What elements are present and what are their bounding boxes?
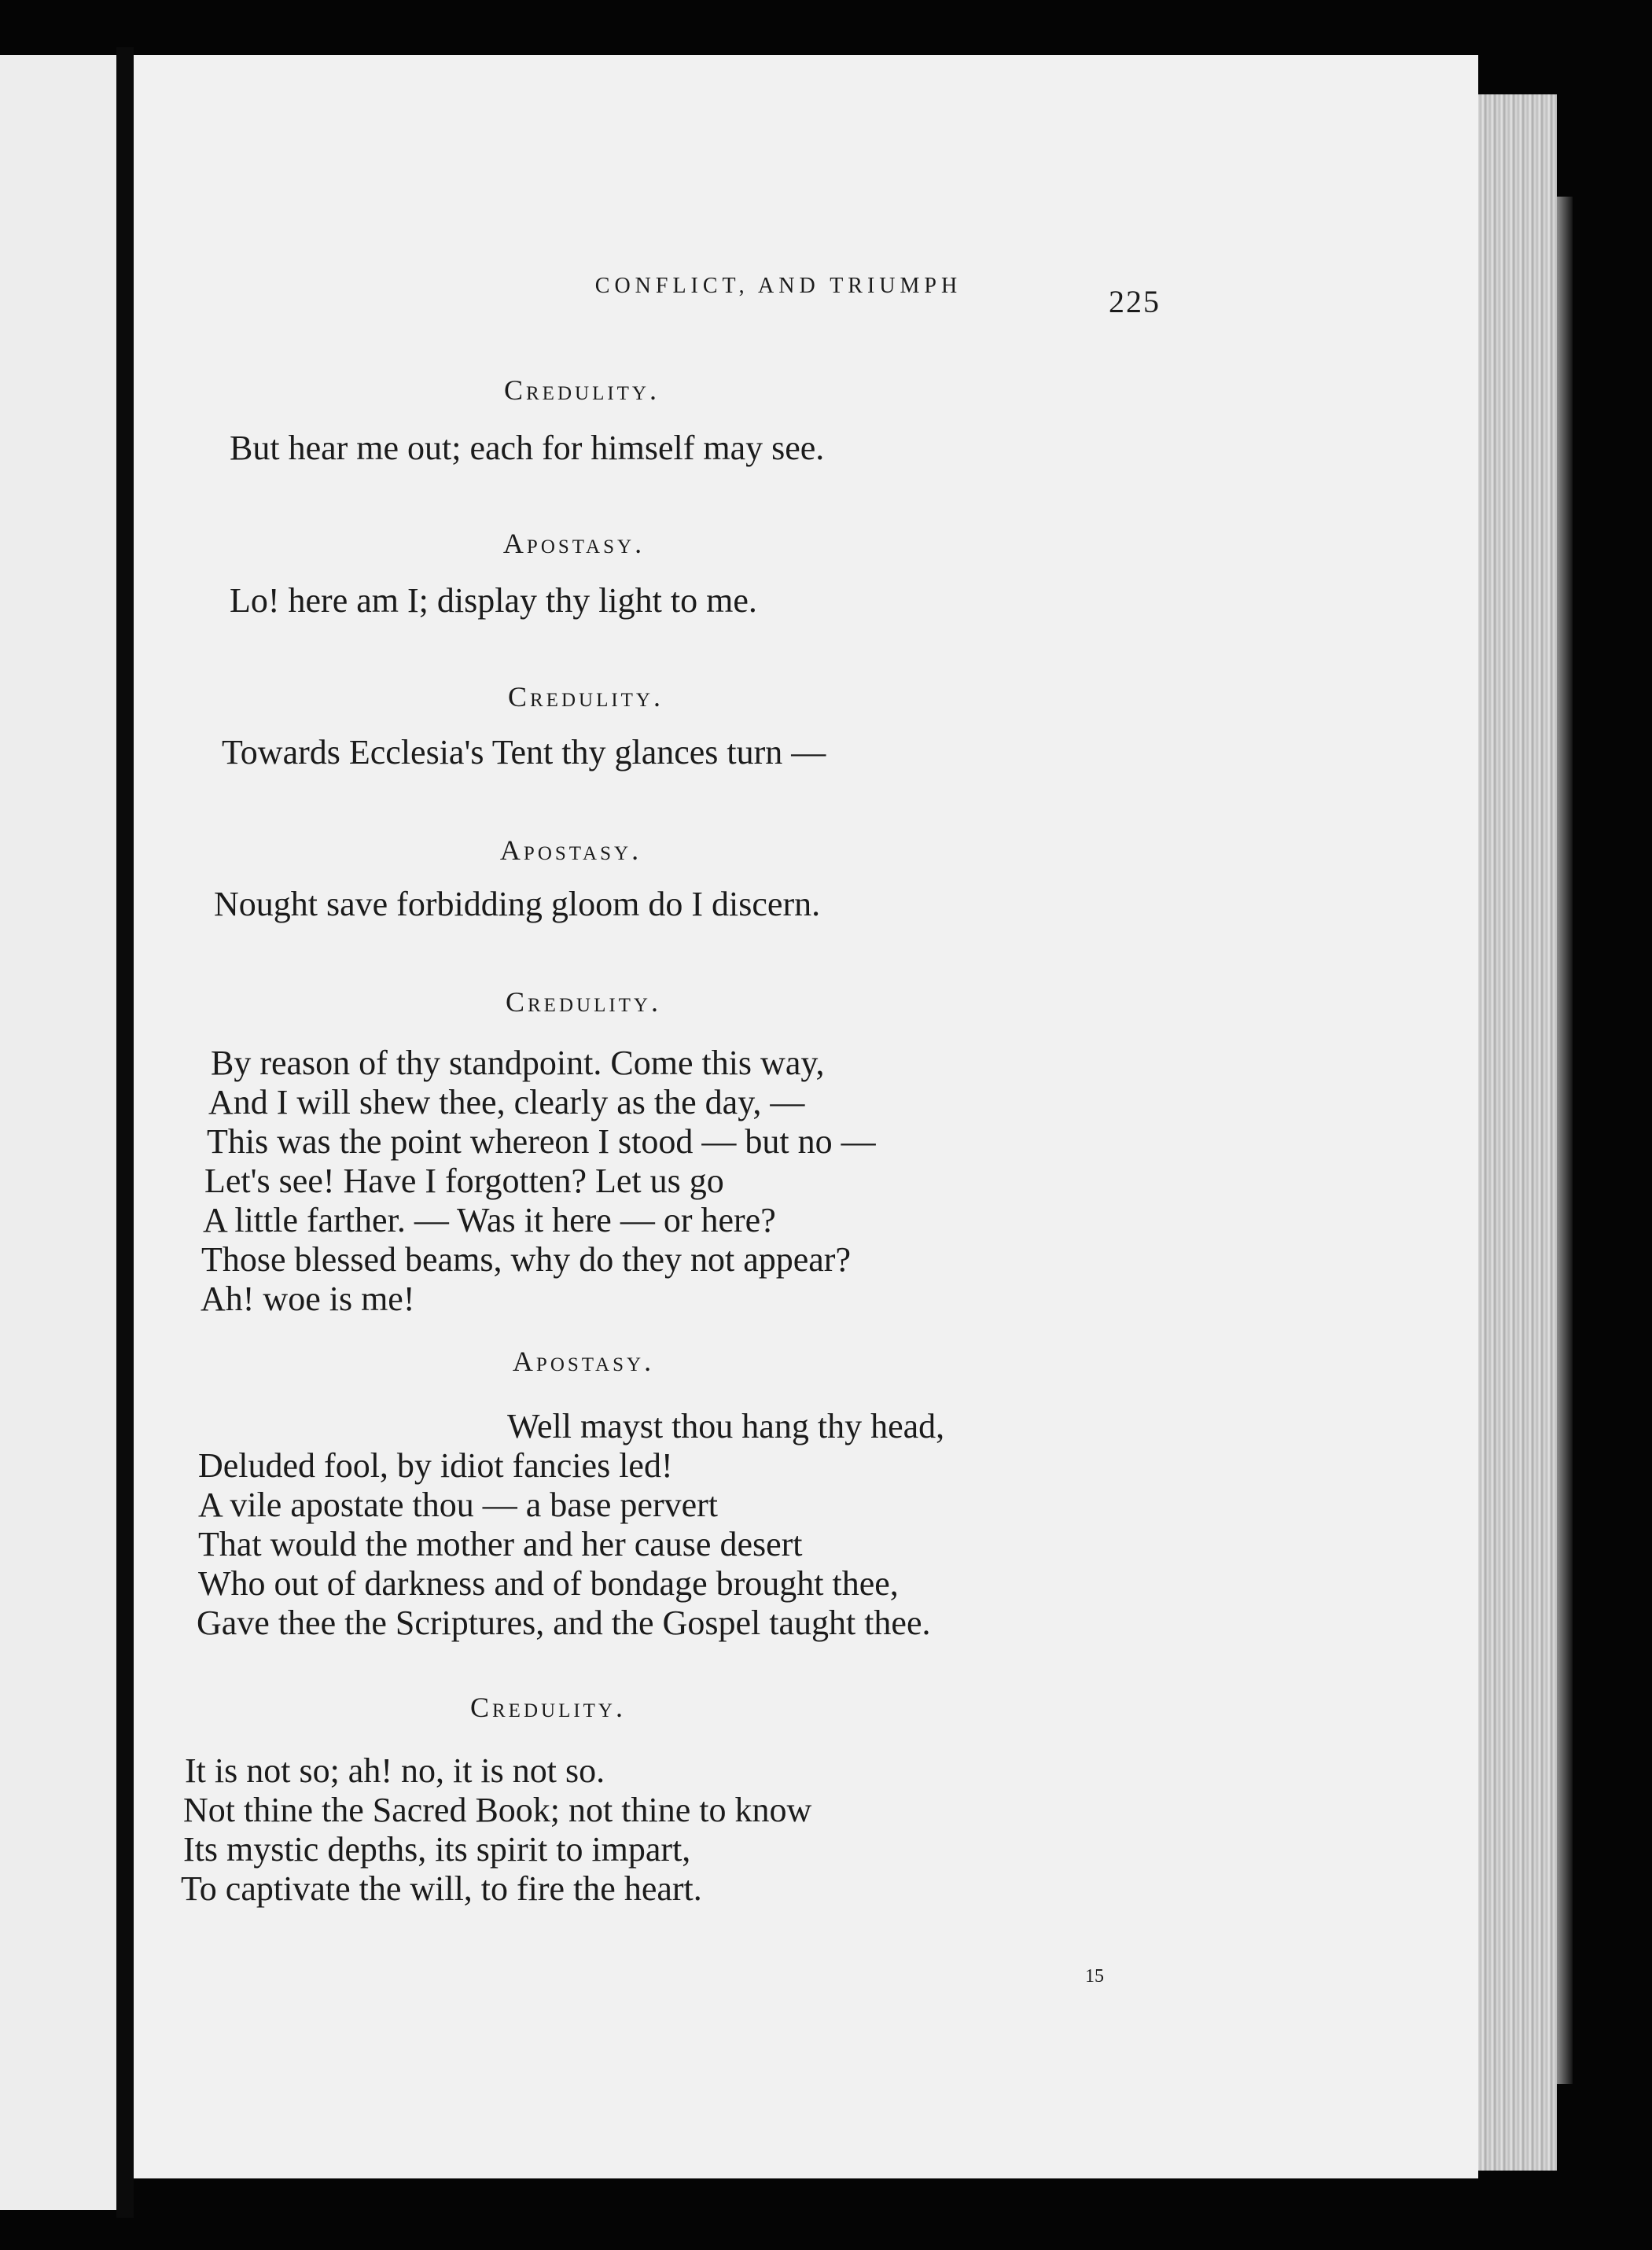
verse-line: This was the point whereon I stood — but no — xyxy=(207,1122,876,1161)
signature-mark: 15 xyxy=(1085,1966,1104,1987)
page-stack-shadow xyxy=(1557,197,1573,2084)
speaker-heading: Credulity. xyxy=(470,1692,626,1723)
verse-line: Gave thee the Scriptures, and the Gospel taught thee. xyxy=(197,1604,931,1642)
verse-line: Those blessed beams, why do they not appear? xyxy=(201,1240,851,1279)
verse-line: But hear me out; each for himself may see. xyxy=(230,429,825,467)
verse-line: Well mayst thou hang thy head, xyxy=(507,1407,945,1445)
speaker-heading: Credulity. xyxy=(506,986,661,1018)
verse-line: By reason of thy standpoint. Come this way, xyxy=(211,1044,825,1082)
speaker-heading: Credulity. xyxy=(504,374,660,406)
verse-line: It is not so; ah! no, it is not so. xyxy=(185,1751,605,1790)
running-head: CONFLICT, AND TRIUMPH xyxy=(594,274,962,298)
page-number: 225 xyxy=(1109,284,1161,319)
book-gutter xyxy=(116,47,134,2218)
verse-line: Nought save forbidding gloom do I discern. xyxy=(214,885,821,923)
speaker-heading: Credulity. xyxy=(508,681,664,713)
verse-line: Ah! woe is me! xyxy=(201,1280,415,1318)
verse-line: Towards Ecclesia's Tent thy glances turn — xyxy=(222,733,826,771)
verse-line: A little farther. — Was it here — or here? xyxy=(203,1201,776,1239)
verse-line: That would the mother and her cause desert xyxy=(198,1525,803,1563)
verse-line: Deluded fool, by idiot fancies led! xyxy=(198,1446,673,1485)
verse-line: Who out of darkness and of bondage brought thee, xyxy=(198,1564,899,1603)
page-stack-edge xyxy=(1478,94,1557,2171)
speaker-heading: Apostasy. xyxy=(502,528,646,559)
verse-line: A vile apostate thou — a base pervert xyxy=(198,1486,719,1524)
page-content xyxy=(134,55,1478,2178)
speaker-heading: Apostasy. xyxy=(512,1346,655,1377)
verse-line: Its mystic depths, its spirit to impart, xyxy=(183,1830,691,1869)
verse-line: And I will shew thee, clearly as the day, — xyxy=(208,1083,805,1121)
facing-page-edge xyxy=(0,55,116,2210)
verse-line: Lo! here am I; display thy light to me. xyxy=(230,581,757,620)
verse-line: To captivate the will, to fire the heart. xyxy=(181,1869,702,1908)
verse-line: Not thine the Sacred Book; not thine to know xyxy=(183,1791,812,1829)
book-page xyxy=(134,55,1478,2178)
speaker-heading: Apostasy. xyxy=(499,834,642,866)
verse-line: Let's see! Have I forgotten? Let us go xyxy=(204,1162,724,1200)
